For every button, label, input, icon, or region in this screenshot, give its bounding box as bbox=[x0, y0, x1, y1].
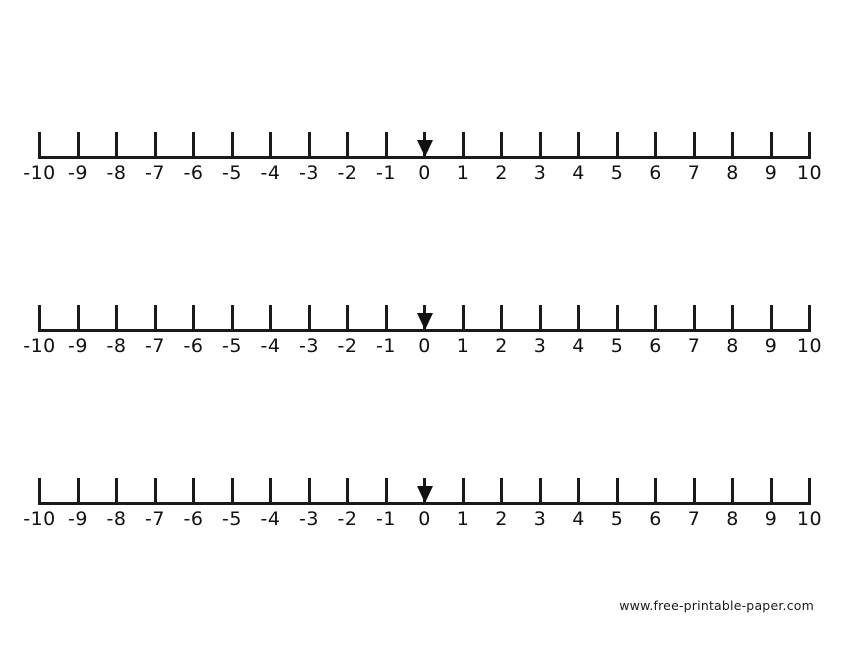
tick-label: -6 bbox=[183, 162, 204, 184]
tick-mark bbox=[231, 478, 234, 505]
tick-mark bbox=[770, 478, 773, 505]
tick-label: 8 bbox=[726, 335, 739, 357]
tick-label: -9 bbox=[68, 335, 88, 357]
tick-label: -8 bbox=[106, 335, 127, 357]
tick-mark bbox=[577, 305, 580, 332]
tick-mark bbox=[115, 478, 118, 505]
tick-label: -7 bbox=[145, 335, 165, 357]
tick-label: 6 bbox=[649, 508, 662, 530]
tick-mark bbox=[731, 305, 734, 332]
tick-mark bbox=[616, 478, 619, 505]
tick-label: -4 bbox=[260, 335, 281, 357]
tick-label: 1 bbox=[456, 335, 470, 357]
tick-mark bbox=[115, 132, 118, 159]
tick-mark bbox=[192, 132, 195, 159]
tick-mark bbox=[731, 478, 734, 505]
tick-mark bbox=[38, 132, 41, 159]
tick-label: -10 bbox=[23, 335, 56, 357]
number-line-2 bbox=[23, 305, 823, 375]
tick-mark bbox=[577, 478, 580, 505]
tick-mark bbox=[616, 305, 619, 332]
tick-label: 9 bbox=[764, 335, 778, 357]
tick-mark bbox=[500, 305, 503, 332]
tick-label: 7 bbox=[687, 162, 701, 184]
tick-mark bbox=[808, 132, 811, 159]
tick-mark bbox=[770, 132, 773, 159]
tick-label: 10 bbox=[796, 162, 823, 184]
tick-mark bbox=[77, 478, 80, 505]
tick-mark bbox=[693, 132, 696, 159]
tick-label: 9 bbox=[764, 508, 778, 530]
tick-label: -2 bbox=[337, 508, 358, 530]
tick-label: -10 bbox=[23, 162, 56, 184]
tick-mark bbox=[539, 478, 542, 505]
tick-mark bbox=[192, 305, 195, 332]
tick-label: -5 bbox=[222, 508, 242, 530]
tick-label: -1 bbox=[376, 508, 396, 530]
tick-mark bbox=[269, 478, 272, 505]
tick-mark bbox=[539, 132, 542, 159]
tick-mark bbox=[231, 305, 234, 332]
tick-label: -9 bbox=[68, 508, 88, 530]
zero-marker-icon bbox=[417, 486, 433, 503]
tick-mark bbox=[269, 132, 272, 159]
tick-mark bbox=[770, 305, 773, 332]
tick-label: 10 bbox=[796, 508, 823, 530]
tick-mark bbox=[385, 478, 388, 505]
tick-label: 0 bbox=[418, 508, 431, 530]
tick-label: 4 bbox=[572, 335, 585, 357]
tick-label: -4 bbox=[260, 162, 281, 184]
tick-mark bbox=[346, 132, 349, 159]
tick-mark bbox=[38, 478, 41, 505]
tick-mark bbox=[693, 305, 696, 332]
tick-mark bbox=[154, 132, 157, 159]
tick-mark bbox=[269, 305, 272, 332]
tick-label: 1 bbox=[456, 162, 470, 184]
tick-mark bbox=[115, 305, 118, 332]
tick-mark bbox=[654, 305, 657, 332]
tick-mark bbox=[462, 478, 465, 505]
tick-mark bbox=[808, 305, 811, 332]
zero-marker-icon bbox=[417, 313, 433, 330]
tick-label: 3 bbox=[533, 508, 547, 530]
tick-label: -5 bbox=[222, 335, 242, 357]
tick-label: 9 bbox=[764, 162, 778, 184]
tick-mark bbox=[192, 478, 195, 505]
tick-label: 8 bbox=[726, 162, 739, 184]
tick-label: 4 bbox=[572, 162, 585, 184]
tick-label: 8 bbox=[726, 508, 739, 530]
tick-label: 2 bbox=[495, 162, 508, 184]
tick-mark bbox=[308, 132, 311, 159]
number-line-3 bbox=[23, 478, 823, 548]
tick-mark bbox=[77, 305, 80, 332]
tick-label: 6 bbox=[649, 335, 662, 357]
tick-label: 5 bbox=[610, 508, 624, 530]
tick-label: 4 bbox=[572, 508, 585, 530]
tick-label: -6 bbox=[183, 335, 204, 357]
tick-label: 1 bbox=[456, 508, 470, 530]
tick-label: -2 bbox=[337, 335, 358, 357]
tick-label: -1 bbox=[376, 162, 396, 184]
tick-mark bbox=[808, 478, 811, 505]
tick-mark bbox=[308, 305, 311, 332]
tick-mark bbox=[462, 132, 465, 159]
tick-label: 7 bbox=[687, 335, 701, 357]
footer-credit: www.free-printable-paper.com bbox=[619, 598, 814, 613]
tick-mark bbox=[385, 305, 388, 332]
tick-label: -1 bbox=[376, 335, 396, 357]
tick-label: -3 bbox=[299, 162, 319, 184]
tick-label: 0 bbox=[418, 162, 431, 184]
tick-label: -8 bbox=[106, 162, 127, 184]
tick-label: 3 bbox=[533, 335, 547, 357]
tick-label: 6 bbox=[649, 162, 662, 184]
tick-mark bbox=[731, 132, 734, 159]
tick-label: 2 bbox=[495, 335, 508, 357]
tick-mark bbox=[231, 132, 234, 159]
tick-mark bbox=[654, 478, 657, 505]
tick-label: 5 bbox=[610, 162, 624, 184]
tick-label: 5 bbox=[610, 335, 624, 357]
tick-mark bbox=[154, 478, 157, 505]
tick-mark bbox=[616, 132, 619, 159]
tick-label: 10 bbox=[796, 335, 823, 357]
tick-mark bbox=[500, 132, 503, 159]
tick-label: -2 bbox=[337, 162, 358, 184]
tick-label: -7 bbox=[145, 162, 165, 184]
tick-label: -4 bbox=[260, 508, 281, 530]
tick-mark bbox=[346, 478, 349, 505]
tick-label: -3 bbox=[299, 335, 319, 357]
tick-label: -10 bbox=[23, 508, 56, 530]
tick-label: -6 bbox=[183, 508, 204, 530]
tick-label: 2 bbox=[495, 508, 508, 530]
tick-label: -5 bbox=[222, 162, 242, 184]
tick-mark bbox=[539, 305, 542, 332]
tick-mark bbox=[693, 478, 696, 505]
tick-mark bbox=[577, 132, 580, 159]
zero-marker-icon bbox=[417, 140, 433, 157]
tick-mark bbox=[654, 132, 657, 159]
tick-label: 0 bbox=[418, 335, 431, 357]
tick-mark bbox=[77, 132, 80, 159]
tick-label: -9 bbox=[68, 162, 88, 184]
tick-mark bbox=[154, 305, 157, 332]
tick-label: -8 bbox=[106, 508, 127, 530]
tick-mark bbox=[385, 132, 388, 159]
tick-mark bbox=[308, 478, 311, 505]
tick-label: 3 bbox=[533, 162, 547, 184]
tick-mark bbox=[462, 305, 465, 332]
tick-mark bbox=[38, 305, 41, 332]
tick-label: -3 bbox=[299, 508, 319, 530]
tick-mark bbox=[500, 478, 503, 505]
number-line-1 bbox=[23, 132, 823, 202]
tick-label: 7 bbox=[687, 508, 701, 530]
tick-label: -7 bbox=[145, 508, 165, 530]
tick-mark bbox=[346, 305, 349, 332]
